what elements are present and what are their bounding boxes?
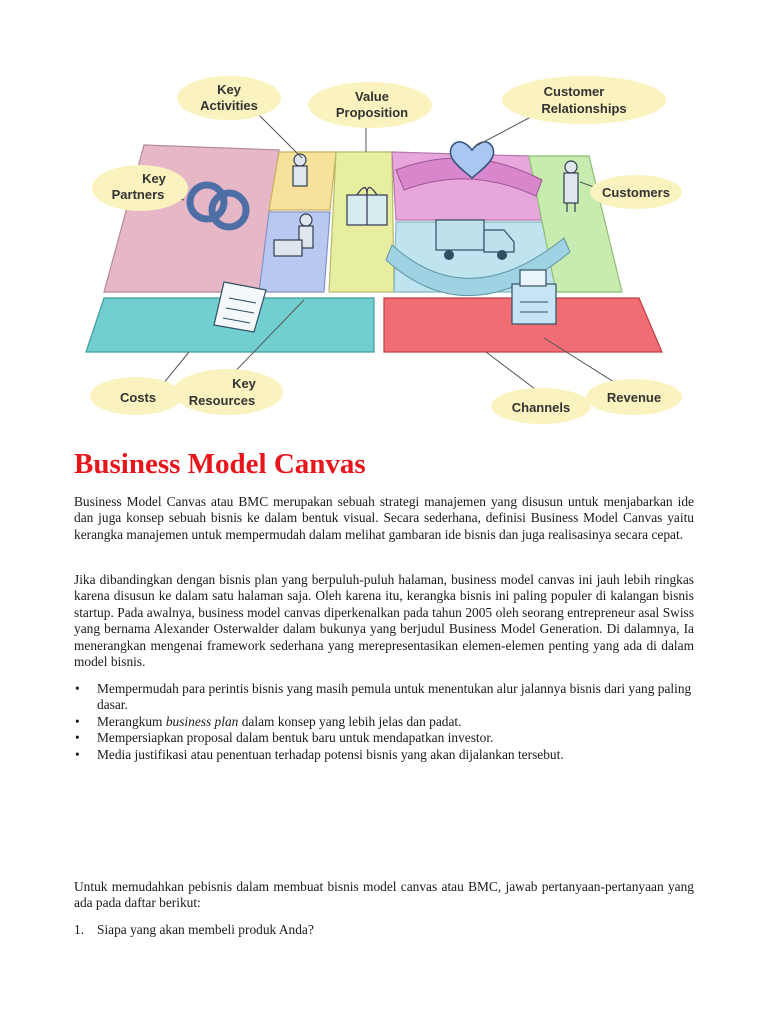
svg-text:Key: Key [142, 171, 166, 186]
paragraph-history: Jika dibandingkan dengan bisnis plan yang berpuluh-puluh halaman, business model canvas ini jauh lebih ringkas karena disusun ke dalam satu halaman saja. Oleh karena itu, kerangka bisnis ini paling populer di kalangan bisnis startup. Pada awalnya, business model canvas diperkenalkan pada tahun 2005 oleh seorang entrepreneur asal Swiss yang bernama Alexander Osterwalder dalam bukunya yang berjudul Business Model Generation. Di dalamnya, Ia menerangkan mengenai framework sederhana yang merepresentasikan elemen-elemen penting yang ada di dalam model bisnis. [74, 572, 694, 670]
svg-text:Key: Key [232, 376, 256, 391]
list-item-text-end: dalam konsep yang lebih jelas dan padat. [238, 713, 462, 729]
bullet-marker: • [75, 681, 80, 696]
svg-text:Key: Key [217, 82, 241, 97]
svg-text:Resources: Resources [188, 393, 256, 408]
svg-text:Activities: Activities [200, 98, 258, 113]
question-item [74, 922, 314, 938]
svg-text:Channels: Channels [511, 400, 571, 415]
svg-text:Customer: Customer [543, 84, 605, 99]
list-item [74, 714, 694, 730]
list-item [74, 681, 694, 714]
svg-text:Value: Value [355, 89, 389, 104]
label-customers [590, 175, 682, 209]
paragraph-questions-intro: Untuk memudahkan pebisnis dalam membuat bisnis model canvas atau BMC, jawab pertanyaan-pertanyaan yang ada pada daftar berikut: [74, 879, 694, 911]
page-title: Business Model Canvas [74, 448, 366, 480]
paragraph-intro: Business Model Canvas atau BMC merupakan sebuah strategi manajemen yang disusun untuk menjabarkan ide dan juga konsep sebuah bisnis ke dalam bentuk visual. Secara sederhana, definisi Business Model Canvas yaitu kerangka manajemen untuk mempermudah dalam melihat gambaran ide bisnis dan juga realisasinya secara cepat. [74, 494, 694, 542]
label-revenue [586, 379, 682, 415]
svg-text:Customers: Customers [602, 185, 670, 200]
list-item [74, 730, 694, 746]
label-channels [491, 388, 591, 424]
svg-text:Relationships: Relationships [541, 101, 627, 116]
list-item-text-start: Merangkum [97, 713, 166, 729]
bullet-marker: • [75, 713, 80, 729]
svg-text:Costs: Costs [119, 390, 157, 405]
label-key-resources [173, 369, 283, 415]
list-item-text: Media justifikasi atau penentuan terhadap potensi bisnis yang akan dijalankan tersebut. [97, 746, 564, 762]
list-item-emphasis: business plan [165, 713, 239, 729]
list-item [74, 747, 694, 763]
svg-text:Partners: Partners [111, 187, 165, 202]
svg-text:Revenue: Revenue [606, 390, 662, 405]
label-value-proposition [308, 82, 432, 128]
svg-text:Proposition: Proposition [335, 105, 409, 120]
label-customer-relationships [502, 76, 666, 124]
label-key-activities [177, 76, 281, 120]
label-costs [90, 377, 182, 415]
bullet-marker: • [75, 730, 80, 746]
bullet-marker: • [75, 746, 80, 762]
question-text: Siapa yang akan membeli produk Anda? [97, 922, 314, 937]
list-item-text: Mempermudah para perintis bisnis yang masih pemula untuk menentukan alur jalannya bisnis dari yang paling dasar. [97, 681, 692, 713]
list-item-text: Mempersiapkan proposal dalam bentuk baru untuk mendapatkan investor. [97, 730, 494, 746]
benefits-list [74, 681, 694, 763]
label-key-partners [92, 165, 188, 211]
business-model-canvas-illustration [74, 70, 694, 445]
question-number: 1. [74, 922, 85, 937]
